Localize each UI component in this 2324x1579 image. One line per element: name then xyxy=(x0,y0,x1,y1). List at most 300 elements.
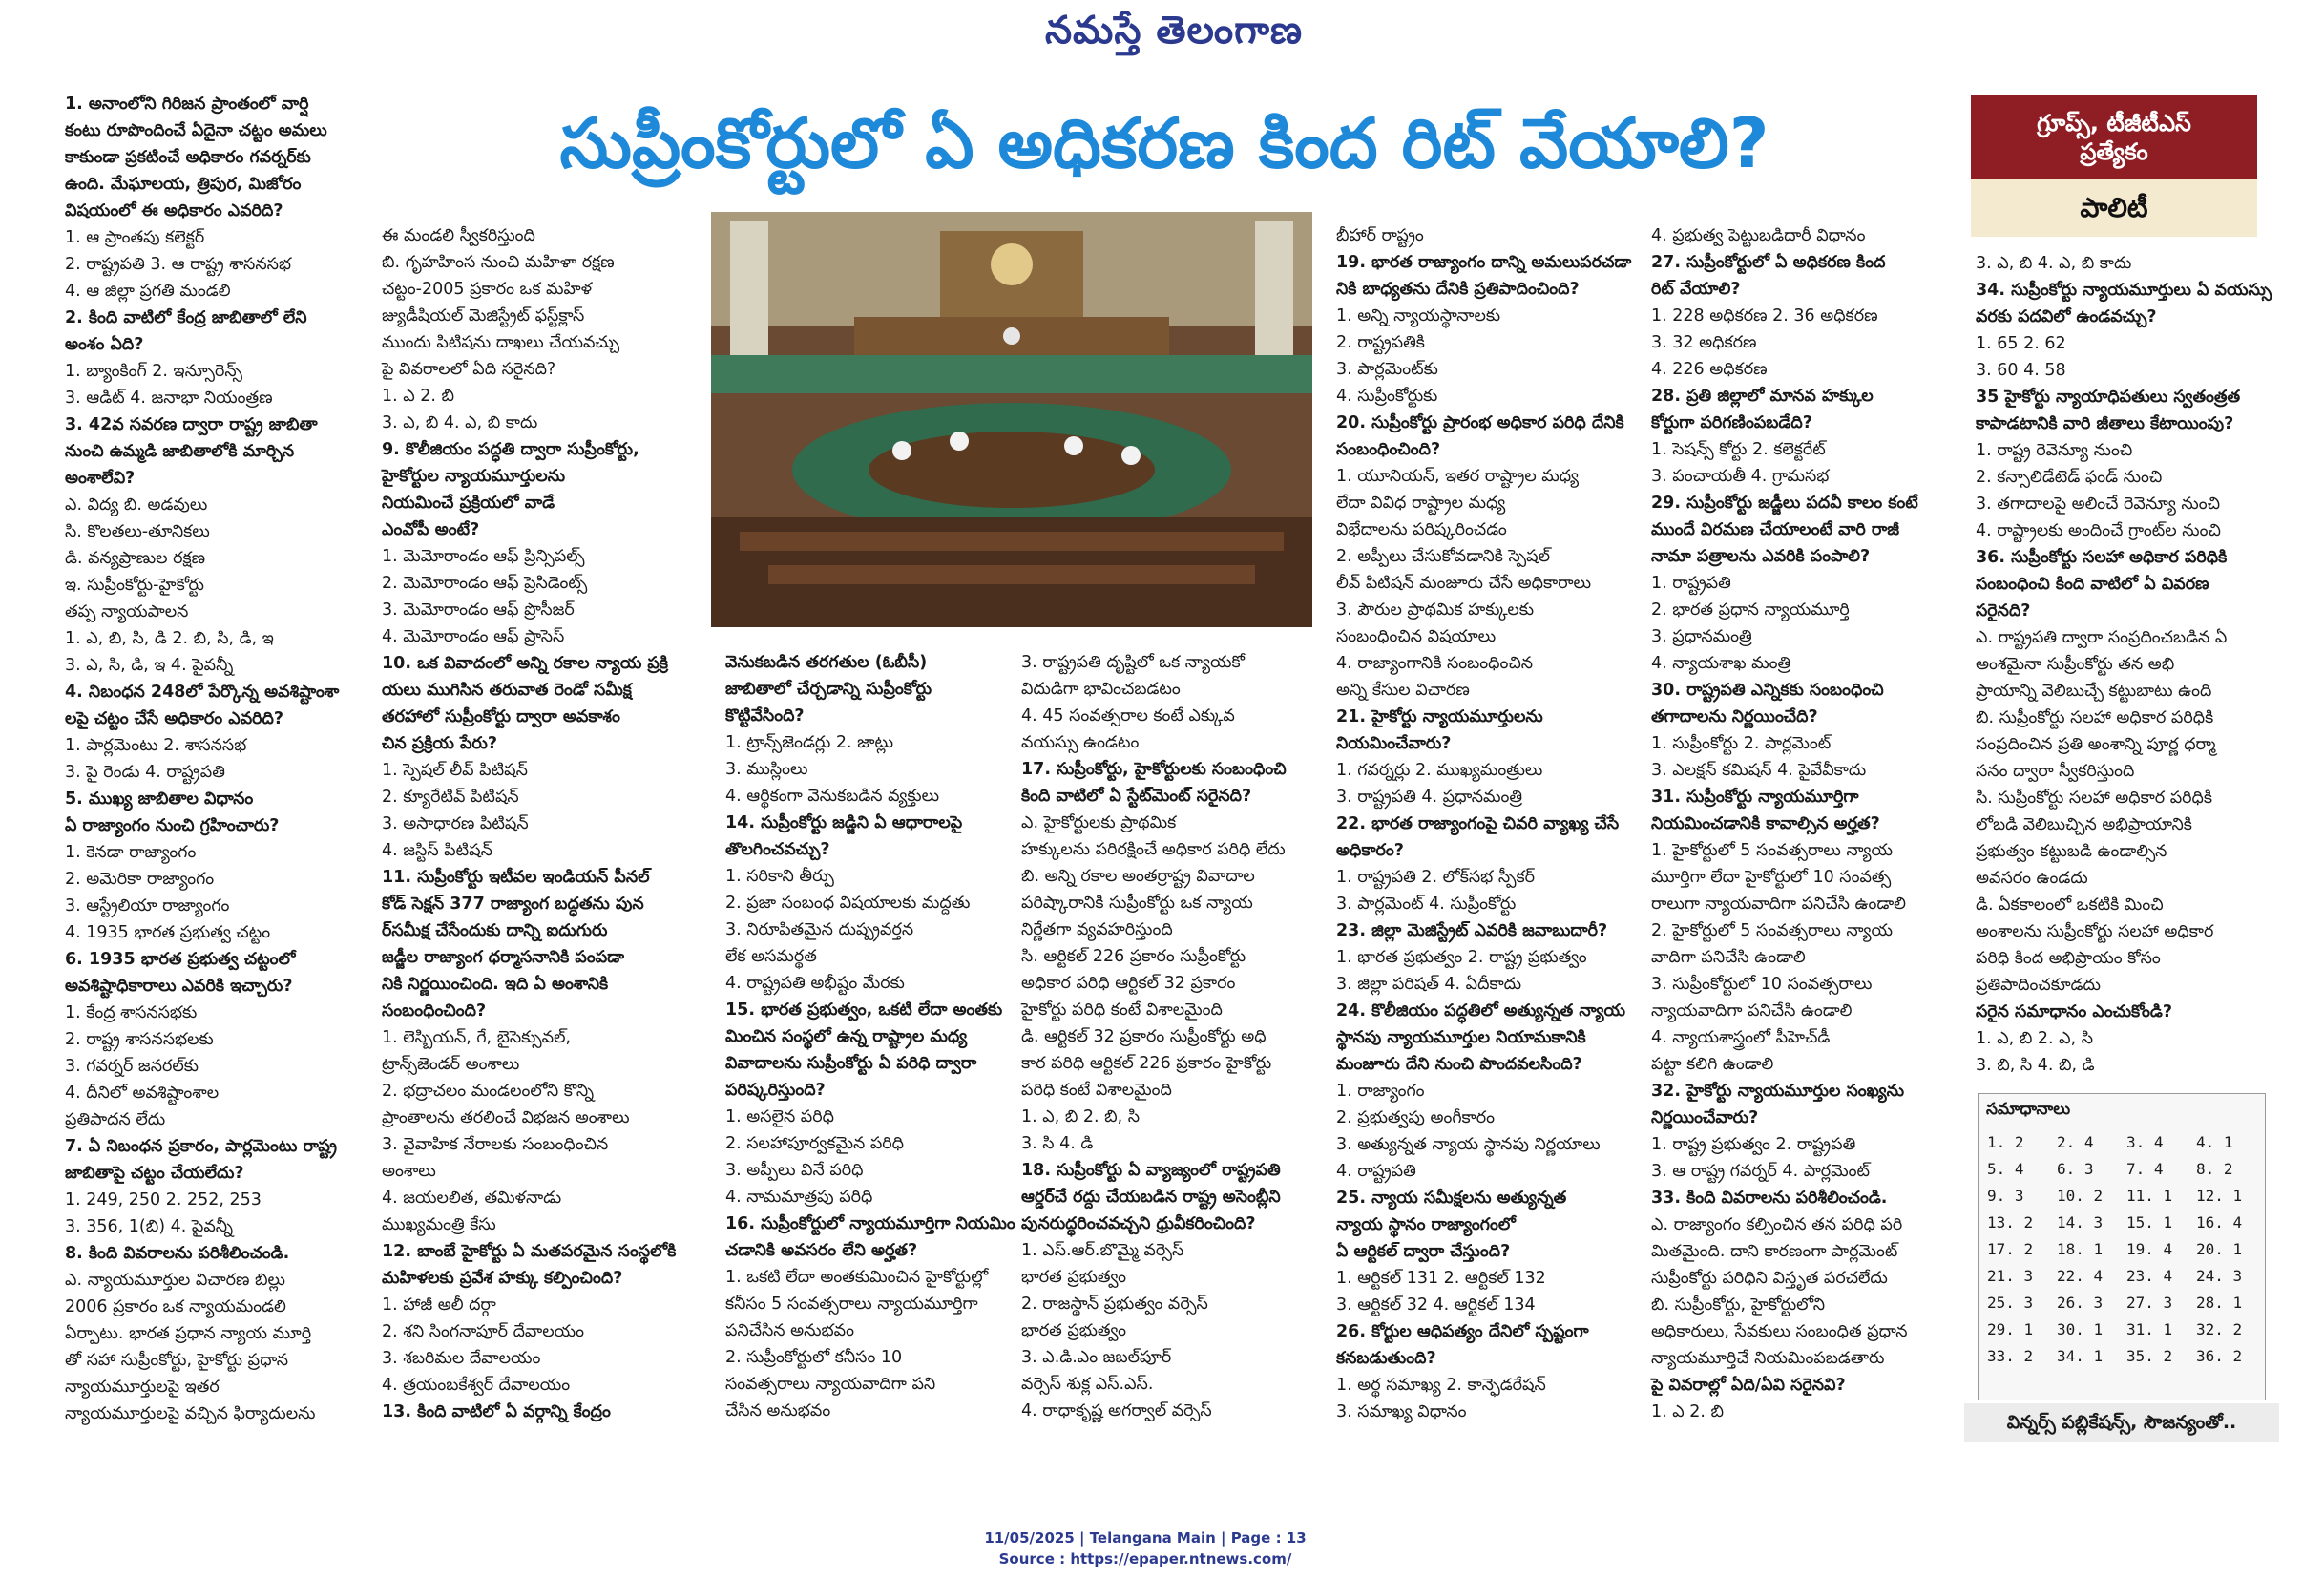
question-line: 24. కొలీజియం పద్ధతిలో అత్యున్నత న్యాయ xyxy=(1336,1001,1626,1021)
answer-row xyxy=(1986,1316,2265,1342)
option-line: పట్టా కలిగి ఉండాలి xyxy=(1651,1055,1774,1074)
option-line: ప్రతిపాదన లేదు xyxy=(65,1110,166,1129)
page-footer xyxy=(859,1527,1432,1569)
option-line: నిర్ణేతగా వ్యవహరిస్తుంది xyxy=(1021,920,1173,939)
question-line: కాపాడటానికి వారి జీతాలు కేటాయింపు? xyxy=(1976,414,2234,433)
question-line: 29. సుప్రీంకోర్టు జడ్జీలు పదవీ కాలం కంటే xyxy=(1651,494,1918,513)
option-line: 2. సుప్రీంకోర్టులో కనీసం 10 xyxy=(725,1348,903,1367)
option-line: 2. శని సింగనాపూర్ దేవాలయం xyxy=(382,1322,585,1341)
answer-cell: 36. 2 xyxy=(2196,1346,2243,1365)
question-line: ఆర్డర్‌చే రద్దు చేయబడిన రాష్ట్ర అసెంబ్లీని xyxy=(1021,1188,1281,1207)
question-line: కనబడుతుంది? xyxy=(1336,1349,1436,1368)
option-line: సి. కొలతలు-తూనికలు xyxy=(65,522,210,541)
question-line: పునరుద్ధరించవచ్చని ధ్రువీకరించింది? xyxy=(1021,1214,1256,1233)
question-column-7 xyxy=(1976,250,2286,1079)
option-line: హైకోర్టు పరిధి కంటే విశాలమైంది xyxy=(1021,1000,1223,1020)
question-line: 31. సుప్రీంకోర్టు న్యాయమూర్తిగా xyxy=(1651,788,1859,807)
answer-cell: 14. 3 xyxy=(2057,1212,2104,1232)
option-line: భారత ప్రభుత్వం xyxy=(1021,1268,1126,1287)
option-line: 3. రాష్ట్రపతి 4. ప్రధానమంత్రి xyxy=(1336,788,1523,807)
option-line: 1. ఎ 2. బి xyxy=(382,387,455,406)
option-line: ఏర్పాటు. భారత ప్రధాన న్యాయ మూర్తి xyxy=(65,1324,312,1343)
option-line: చట్టం-2005 ప్రకారం ఒక మహిళ xyxy=(382,280,593,299)
option-line: 3. ముస్లింలు xyxy=(725,760,808,779)
option-line: ఈ మండలి స్వీకరిస్తుంది xyxy=(382,226,535,245)
option-line: 2. హైకోర్టులో 5 సంవత్సరాలు న్యాయ xyxy=(1651,921,1894,940)
option-line: 2. రాష్ట్ర శాసనసభలకు xyxy=(65,1030,214,1049)
option-line: 1. ఎ, బి 2. బి, సి xyxy=(1021,1107,1141,1126)
option-line: 4. దీనిలో అవశిష్టాంశాల xyxy=(65,1084,220,1103)
question-line: 13. కింది వాటిలో ఏ వర్గాన్ని కేంద్రం xyxy=(382,1402,611,1421)
option-line: 3. పౌరుల ప్రాథమిక హక్కులకు xyxy=(1336,600,1535,620)
option-line: 1. హైకోర్టులో 5 సంవత్సరాలు న్యాయ xyxy=(1651,841,1894,860)
option-line: 1. కేంద్ర శాసనసభకు xyxy=(65,1003,198,1022)
question-line: 9. కొలీజియం పద్ధతి ద్వారా సుప్రీంకోర్టు, xyxy=(382,440,639,459)
option-line: పై వివరాలలో ఏది సరైనది? xyxy=(382,360,556,379)
question-column-2 xyxy=(382,222,701,1425)
option-line: 2. రాజస్థాన్ ప్రభుత్వం వర్సెస్ xyxy=(1021,1295,1208,1314)
option-line: బి. సుప్రీంకోర్టు, హైకోర్టులోని xyxy=(1651,1295,1825,1315)
question-line: కాకుండా ప్రకటించే అధికారం గవర్నర్‌కు xyxy=(65,148,311,167)
question-line: 34. సుప్రీంకోర్టు న్యాయమూర్తులు ఏ వయస్సు xyxy=(1976,281,2272,300)
answer-row xyxy=(1986,1289,2265,1316)
question-line: సంబంధించింది? xyxy=(1336,440,1441,459)
answer-cell: 24. 3 xyxy=(2196,1266,2243,1285)
answer-cell: 17. 2 xyxy=(1987,1239,2034,1258)
option-line: 3. ఆర్టికల్ 32 4. ఆర్టికల్ 134 xyxy=(1336,1295,1536,1315)
question-line: 30. రాష్ట్రపతి ఎన్నికకు సంబంధించి xyxy=(1651,681,1884,700)
question-line: 18. సుప్రీంకోర్టు ఏ వ్యాజ్యంలో రాష్ట్రపతి xyxy=(1021,1161,1281,1180)
option-line: 3. ఆడిట్ 4. జనాభా నియంత్రణ xyxy=(65,389,273,408)
question-line: రిట్ వేయాలి? xyxy=(1651,280,1741,299)
option-line: సంవత్సరాలు న్యాయవాదిగా పని xyxy=(725,1375,936,1394)
question-line: నుంచి ఉమ్మడి జాబితాలోకి మార్చిన xyxy=(65,442,295,461)
answer-cell: 27. 3 xyxy=(2126,1293,2173,1312)
option-line: అంశమైనా సుప్రీంకోర్టు తన అభి xyxy=(1976,655,2175,674)
answer-cell: 12. 1 xyxy=(2196,1186,2243,1205)
answer-cell: 31. 1 xyxy=(2126,1319,2173,1338)
parliament-chamber-photo xyxy=(711,212,1312,627)
option-line: సి. ఆర్టికల్ 226 ప్రకారం సుప్రీంకోర్టు xyxy=(1021,947,1246,966)
question-line: చిన ప్రక్రియ పేరు? xyxy=(382,734,497,753)
option-line: డి. ఆర్టికల్ 32 ప్రకారం సుప్రీంకోర్టు అధి xyxy=(1021,1027,1267,1046)
option-line: విదుడిగా భావించబడటం xyxy=(1021,680,1181,699)
option-line: పరిధి కంటే విశాలమైంది xyxy=(1021,1081,1172,1100)
option-line: 1. పార్లమెంటు 2. శాసనసభ xyxy=(65,736,247,755)
question-column-6 xyxy=(1651,222,1966,1425)
answer-cell: 6. 3 xyxy=(2057,1159,2094,1178)
question-line: స్థానపు న్యాయమూర్తుల నియామకానికి xyxy=(1336,1028,1586,1047)
question-column-1 xyxy=(65,91,370,1427)
answer-cell: 33. 2 xyxy=(1987,1346,2034,1365)
answer-cell: 21. 3 xyxy=(1987,1266,2034,1285)
option-line: 1. 228 అధికరణ 2. 36 అధికరణ xyxy=(1651,306,1878,326)
answer-row xyxy=(1986,1155,2265,1182)
answer-cell: 18. 1 xyxy=(2057,1239,2104,1258)
option-line: 2. మెమోరాండం ఆఫ్ ప్రెసిడెంట్స్ xyxy=(382,574,588,593)
question-line: 8. కింది వివరాలను పరిశీలించండి. xyxy=(65,1244,290,1263)
option-line: 3. వైవాహిక నేరాలకు సంబంధించిన xyxy=(382,1135,609,1154)
option-line: 4. న్యాయశాఖ మంత్రి xyxy=(1651,654,1791,673)
question-line: న్యాయ స్థానం రాజ్యాంగంలో xyxy=(1336,1215,1516,1234)
option-line: 4. న్యాయశాస్త్రంలో పీహెచ్‌డీ xyxy=(1651,1028,1831,1047)
answer-cell: 3. 4 xyxy=(2126,1132,2164,1151)
question-line: సంబంధించి కింది వాటిలో ఏ వివరణ xyxy=(1976,575,2209,594)
answer-key-table xyxy=(1986,1128,2265,1369)
footer-source-line: Source : https://epaper.ntnews.com/ xyxy=(998,1550,1292,1568)
answer-cell: 29. 1 xyxy=(1987,1319,2034,1338)
question-line: నికి బాధ్యతను దేనికి ప్రతిపాదించింది? xyxy=(1336,280,1580,299)
option-line: అధికారులు, సేవకులు సంబంధిత ప్రధాన xyxy=(1651,1322,1908,1341)
option-line: 3. పై రెండు 4. రాష్ట్రపతి xyxy=(65,763,225,782)
option-line: 1. ఆర్టికల్ 131 2. ఆర్టికల్ 132 xyxy=(1336,1269,1546,1288)
option-line: చేసిన అనుభవం xyxy=(725,1401,831,1421)
option-line: వర్సెస్ శుక్ల ఎస్.ఎస్. xyxy=(1021,1375,1154,1394)
question-line: అవశిష్టాధికారాలు ఎవరికి ఇచ్చారు? xyxy=(65,977,293,996)
subject-label: పాలిటీ xyxy=(1971,179,2257,237)
option-line: 1. ట్రాన్స్‌జెండర్లు 2. జాట్లు xyxy=(725,733,894,752)
question-line: వెనుకబడిన తరగతుల (ఓబీసీ) xyxy=(725,653,928,672)
question-line: తొలగించవచ్చు? xyxy=(725,840,830,859)
answer-cell: 16. 4 xyxy=(2196,1212,2243,1232)
option-line: 4. రాష్ట్రపతి అభీష్టం మేరకు xyxy=(725,974,905,993)
option-line: హక్కులను పరిరక్షించే అధికార పరిధి లేదు xyxy=(1021,840,1286,859)
question-line: మించిన సంస్థలో ఉన్న రాష్ట్రాల మధ్య xyxy=(725,1027,968,1046)
answer-row xyxy=(1986,1209,2265,1235)
option-line: ఎ. విద్య బి. అడవులు xyxy=(65,495,208,515)
option-line: 1. గవర్నర్లు 2. ముఖ్యమంత్రులు xyxy=(1336,761,1543,780)
question-line: 7. ఏ నిబంధన ప్రకారం, పార్లమెంటు రాష్ట్ర xyxy=(65,1137,337,1156)
question-line: ఎంవోపీ అంటే? xyxy=(382,520,480,539)
question-line: 25. న్యాయ సమీక్షలను అత్యున్నత xyxy=(1336,1189,1567,1208)
option-line: 3. ప్రధానమంత్రి xyxy=(1651,627,1752,646)
option-line: 2006 ప్రకారం ఒక న్యాయమండలి xyxy=(65,1297,286,1316)
option-line: 3. పంచాయతీ 4. గ్రామసభ xyxy=(1651,467,1830,486)
question-line: 11. సుప్రీంకోర్టు ఇటీవల ఇండియన్ పీనల్ xyxy=(382,868,650,887)
option-line: పరిధి కింద అభిప్రాయం కోసం xyxy=(1976,949,2161,968)
newspaper-masthead: నమస్తే తెలంగాణ xyxy=(1044,8,1304,53)
option-line: మితమైంది. దాని కారణంగా పార్లమెంట్ xyxy=(1651,1242,1898,1261)
option-line: 3. నిరూపితమైన దుష్ప్రవర్తన xyxy=(725,920,914,939)
option-line: 3. పార్లమెంట్ 4. సుప్రీంకోర్టు xyxy=(1336,895,1517,914)
option-line: 2. క్యూరేటివ్ పిటిషన్ xyxy=(382,788,519,807)
answer-cell: 8. 2 xyxy=(2196,1159,2233,1178)
option-line: బీహార్ రాష్ట్రం xyxy=(1336,226,1424,245)
option-line: 3. 60 4. 58 xyxy=(1976,361,2066,380)
option-line: 1. 65 2. 62 xyxy=(1976,334,2066,353)
special-line2: ప్రత్యేకం xyxy=(2080,138,2148,165)
question-line: సరైన సమాధానం ఎంచుకోండి? xyxy=(1976,1002,2173,1021)
option-line: 3. రాష్ట్రపతి దృష్టిలో ఒక న్యాయకో xyxy=(1021,653,1246,672)
option-line: 3. సి 4. డి xyxy=(1021,1134,1094,1153)
option-line: 4. త్రయంబకేశ్వర్ దేవాలయం xyxy=(382,1376,571,1395)
question-line: పై వివరాల్లో ఏది/ఏవి సరైనవి? xyxy=(1651,1376,1846,1395)
option-line: 1. ఎస్.ఆర్.బొమ్మై వర్సెస్ xyxy=(1021,1241,1184,1260)
option-line: 1. రాజ్యాంగం xyxy=(1336,1082,1425,1101)
option-line: 1. స్పెషల్ లీవ్ పిటిషన్ xyxy=(382,761,528,780)
option-line: బి. గృహహింస నుంచి మహిళా రక్షణ xyxy=(382,253,615,272)
option-line: 3. ఎ.డి.ఎం జబల్‌పూర్ xyxy=(1021,1348,1172,1367)
question-column-3 xyxy=(725,649,1031,1424)
option-line: 2. ప్రజా సంబంధ విషయాలకు మద్దతు xyxy=(725,894,971,913)
question-line: యలు ముగిసిన తరువాత రెండో సమీక్ష xyxy=(382,681,632,700)
option-line: 3. అత్యున్నత న్యాయ స్థానపు నిర్ణయాలు xyxy=(1336,1135,1601,1154)
option-line: తప్ప న్యాయపాలన xyxy=(65,602,189,621)
option-line: 4. రాజ్యాంగానికి సంబంధించిన xyxy=(1336,654,1534,673)
option-line: 4. నామమాత్రపు పరిధి xyxy=(725,1188,873,1207)
question-line: అధికారం? xyxy=(1336,841,1404,860)
option-line: వాదిగా పనిచేసి ఉండాలి xyxy=(1651,948,1806,967)
option-line: ట్రాన్స్‌జెండర్ అంశాలు xyxy=(382,1055,520,1074)
answer-cell: 32. 2 xyxy=(2196,1319,2243,1338)
option-line: 1. రాష్ట్ర ప్రభుత్వం 2. రాష్ట్రపతి xyxy=(1651,1135,1856,1154)
option-line: ప్రతిపాదించకూడదు xyxy=(1976,976,2101,995)
option-line: 2. కన్సాలిడేటెడ్ ఫండ్ నుంచి xyxy=(1976,468,2163,487)
question-line: ర్‌సమీక్ష చేసేందుకు దాన్ని ఐదుగురు xyxy=(382,921,608,940)
option-line: 4. రాష్ట్రపతి xyxy=(1336,1162,1416,1181)
option-line: 3. అప్పీలు వినే పరిధి xyxy=(725,1161,864,1180)
question-line: 32. హైకోర్టు న్యాయమూర్తుల సంఖ్యను xyxy=(1651,1082,1905,1101)
option-line: 2. ప్రభుత్వపు అంగీకారం xyxy=(1336,1108,1495,1127)
option-line: 4. జయలలిత, తమిళనాడు xyxy=(382,1189,562,1208)
option-line: 1. మెమోరాండం ఆఫ్ ప్రిన్సిపల్స్ xyxy=(382,547,585,566)
option-line: ప్రాంతాలను తరలించే విభజన అంశాలు xyxy=(382,1108,630,1127)
question-line: కింది వాటిలో ఏ స్టేట్‌మెంట్ సరైనది? xyxy=(1021,787,1252,806)
answer-cell: 11. 1 xyxy=(2126,1186,2173,1205)
option-line: కనీసం 5 సంవత్సరాలు న్యాయమూర్తిగా xyxy=(725,1295,978,1314)
option-line: 1. ఒకటి లేదా అంతకుమించిన హైకోర్టుల్లో xyxy=(725,1268,989,1287)
option-line: 1. అసలైన పరిధి xyxy=(725,1107,834,1126)
question-line: నియమించే ప్రక్రియలో వాడే xyxy=(382,494,555,513)
option-line: సంప్రదించిన ప్రతి అంశాన్ని పూర్ణ ధర్మా xyxy=(1976,735,2216,754)
question-line: 3. 42వ సవరణ ద్వారా రాష్ట్ర జాబితా xyxy=(65,415,318,434)
question-line: నిర్ణయించేవారు? xyxy=(1651,1108,1759,1127)
option-line: 4. 45 సంవత్సరాల కంటే ఎక్కువ xyxy=(1021,706,1235,726)
question-line: కోడ్ సెక్షన్ 377 రాజ్యాంగ బద్ధతను పున xyxy=(382,895,644,914)
question-line: 33. కింది వివరాలను పరిశీలించండి. xyxy=(1651,1189,1888,1208)
option-line: లేక అసమర్థత xyxy=(725,947,817,966)
question-line: పరిష్కరిస్తుంది? xyxy=(725,1081,826,1100)
option-line: పరిష్కారానికి సుప్రీంకోర్టు ఒక న్యాయ xyxy=(1021,894,1253,913)
option-line: 1. ఎ 2. బి xyxy=(1651,1402,1725,1421)
option-line: 4. జస్టిస్ పిటిషన్ xyxy=(382,841,492,860)
question-line: ఏ రాజ్యాంగం నుంచి గ్రహించారు? xyxy=(65,816,280,835)
answer-cell: 26. 3 xyxy=(2057,1293,2104,1312)
option-line: ఎ. రాజ్యాంగం కల్పించిన తన పరిధి పరి xyxy=(1651,1215,1903,1234)
answer-cell: 34. 1 xyxy=(2057,1346,2104,1365)
option-line: 1. కెనడా రాజ్యాంగం xyxy=(65,843,197,862)
option-line: అధికార పరిధి ఆర్టికల్ 32 ప్రకారం xyxy=(1021,974,1236,993)
question-line: 1. అనాంలోని గిరిజన ప్రాంతంలో వార్షి xyxy=(65,95,309,114)
option-line: 2. అమెరికా రాజ్యాంగం xyxy=(65,870,215,889)
option-line: 3. పార్లమెంట్‌కు xyxy=(1336,360,1438,379)
option-line: 4. 1935 భారత ప్రభుత్వ చట్టం xyxy=(65,923,271,942)
option-line: సంబంధించిన విషయాలు xyxy=(1336,627,1497,646)
question-line: చడానికి అవసరం లేని అర్హత? xyxy=(725,1241,918,1260)
option-line: న్యాయమూర్తిచే నియమింపబడతారు xyxy=(1651,1349,1885,1368)
question-line: 22. భారత రాజ్యాంగంపై చివరి వ్యాఖ్య చేసే xyxy=(1336,814,1620,833)
option-line: బి. అన్ని రకాల అంతర్రాష్ట్ర వివాదాల xyxy=(1021,867,1255,886)
option-line: 4. రాధాకృష్ణ అగర్వాల్ వర్సెస్ xyxy=(1021,1401,1212,1421)
option-line: సనం ద్వారా స్వీకరిస్తుంది xyxy=(1976,762,2135,781)
option-line: 3. ఎలక్షన్ కమిషన్ 4. పైవేవీకాదు xyxy=(1651,761,1867,780)
answer-cell: 9. 3 xyxy=(1987,1186,2024,1205)
question-line: విషయంలో ఈ అధికారం ఎవరిది? xyxy=(65,201,283,221)
option-line: 3. ఎ, బి 4. ఎ, బి కాదు xyxy=(1976,254,2132,273)
option-line: 3. బి, సి 4. బి, డి xyxy=(1976,1056,2095,1075)
option-line: 1. ఎ, బి, సి, డి 2. బి, సి, డి, ఇ xyxy=(65,629,274,648)
option-line: 2. రాష్ట్రపతి 3. ఆ రాష్ట్ర శాసనసభ xyxy=(65,255,292,274)
question-line: 21. హైకోర్టు న్యాయమూర్తులను xyxy=(1336,707,1543,726)
question-line: 28. ప్రతి జిల్లాలో మానవ హక్కుల xyxy=(1651,387,1874,406)
question-line: నామా పత్రాలను ఎవరికి పంపాలి? xyxy=(1651,547,1871,566)
question-line: 15. భారత ప్రభుత్వం, ఒకటి లేదా అంతకు xyxy=(725,1000,1003,1020)
answer-cell: 1. 2 xyxy=(1987,1132,2024,1151)
option-line: బి. సుప్రీంకోర్టు సలహా అధికార పరిధికి xyxy=(1976,708,2214,727)
option-line: 3. శబరిమల దేవాలయం xyxy=(382,1349,541,1368)
question-line: కోర్టుగా పరిగణింపబడేది? xyxy=(1651,413,1812,432)
option-line: 3. జిల్లా పరిషత్ 4. ఏదీకాదు xyxy=(1336,975,1522,994)
option-line: 1. సెషన్స్ కోర్టు 2. కలెక్టరేట్ xyxy=(1651,440,1826,459)
answer-cell: 2. 4 xyxy=(2057,1132,2094,1151)
question-line: వరకు పదవిలో ఉండవచ్చు? xyxy=(1976,307,2157,326)
special-section-box xyxy=(1971,95,2257,239)
option-line: సి. సుప్రీంకోర్టు సలహా అధికార పరిధికి xyxy=(1976,789,2212,808)
answer-row xyxy=(1986,1262,2265,1289)
option-line: 3. తగాదాలపై అలించే రెవెన్యూ నుంచి xyxy=(1976,495,2221,514)
question-line: 10. ఒక వివాదంలో అన్ని రకాల న్యాయ ప్రక్రి xyxy=(382,654,668,673)
option-line: 4. 226 అధికరణ xyxy=(1651,360,1768,379)
question-line: 20. సుప్రీంకోర్టు ప్రారంభ అధికార పరిధి దేనికి xyxy=(1336,413,1624,432)
option-line: 3. గవర్నర్ జనరల్‌కు xyxy=(65,1057,199,1076)
option-line: భారత ప్రభుత్వం xyxy=(1021,1321,1126,1340)
question-line: మంజూరు దేని నుంచి పొందవలసింది? xyxy=(1336,1055,1582,1074)
option-line: ముఖ్యమంత్రి కేసు xyxy=(382,1215,496,1234)
option-line: 1. ఆ ప్రాంతపు కలెక్టర్ xyxy=(65,228,205,247)
answer-cell: 7. 4 xyxy=(2126,1159,2164,1178)
option-line: 2. భద్రాచలం మండలంలోని కొన్ని xyxy=(382,1082,595,1101)
option-line: 4. ఆర్థికంగా వెనుకబడిన వ్యక్తులు xyxy=(725,787,940,806)
answer-row xyxy=(1986,1235,2265,1262)
chamber-illustration xyxy=(711,212,1312,627)
article-headline: సుప్రీంకోర్టులో ఏ అధికరణ కింద రిట్ వేయాలి? xyxy=(559,103,1769,183)
question-line: 26. కోర్టుల ఆధిపత్యం దేనిలో స్పష్టంగా xyxy=(1336,1322,1589,1341)
option-line: న్యాయమూర్తులపై వచ్చిన ఫిర్యాదులను xyxy=(65,1404,316,1423)
question-line: తగాదాలను నిర్ణయించేది? xyxy=(1651,707,1818,726)
publisher-credit: విన్నర్స్ పబ్లికేషన్స్, సౌజన్యంతో.. xyxy=(1964,1403,2279,1442)
question-line: అంశాలేవి? xyxy=(65,469,136,488)
option-line: పనిచేసిన అనుభవం xyxy=(725,1321,854,1340)
option-line: 1. యూనియన్, ఇతర రాష్ట్రాల మధ్య xyxy=(1336,467,1580,486)
option-line: 3. ఆ రాష్ట్ర గవర్నర్ 4. పార్లమెంట్ xyxy=(1651,1162,1871,1181)
option-line: ప్రభుత్వం కట్టుబడి ఉండాల్సిన xyxy=(1976,842,2167,861)
option-line: ప్రాయాన్ని వెలిబుచ్చే కట్టుబాటు ఉంది xyxy=(1976,682,2212,701)
question-line: 19. భారత రాజ్యాంగం దాన్ని అమలుపరచడా xyxy=(1336,253,1632,272)
question-line: 16. సుప్రీంకోర్టులో న్యాయమూర్తిగా నియమిం xyxy=(725,1214,1015,1233)
question-line: నికి నిర్ణయించింది. ఇది ఏ అంశానికి xyxy=(382,975,609,994)
answer-key-box xyxy=(1978,1093,2266,1400)
question-line: జాబితాలో చేర్చడాన్ని సుప్రీంకోర్టు xyxy=(725,680,932,699)
option-line: 1. అర్థ సమాఖ్య 2. కాన్ఫెడరేషన్ xyxy=(1336,1376,1546,1395)
answer-cell: 4. 1 xyxy=(2196,1132,2233,1151)
option-line: 3. ఆస్ట్రేలియా రాజ్యాంగం xyxy=(65,896,230,916)
question-line: ఏ ఆర్టికల్ ద్వారా చేస్తుంది? xyxy=(1336,1242,1511,1261)
question-line: అంశం ఏది? xyxy=(65,335,144,354)
option-line: వయస్సు ఉండటం xyxy=(1021,733,1140,752)
question-line: సరైనది? xyxy=(1976,601,2031,621)
option-line: జ్యుడీషియల్ మెజిస్ట్రేట్ ఫస్ట్‌క్లాస్ xyxy=(382,306,585,326)
question-line: తరహాలో సుప్రీంకోర్టు ద్వారా అవకాశం xyxy=(382,707,620,726)
option-line: విభేదాలను పరిష్కరించడం xyxy=(1336,520,1507,539)
option-line: డి. ఏకకాలంలో ఒకటికి మించి xyxy=(1976,895,2164,915)
question-line: 6. 1935 భారత ప్రభుత్వ చట్టంలో xyxy=(65,950,296,969)
question-line: 2. కింది వాటిలో కేంద్ర జాబితాలో లేని xyxy=(65,308,307,327)
question-line: 27. సుప్రీంకోర్టులో ఏ అధికరణ కింద xyxy=(1651,253,1886,272)
option-line: 3. 32 అధికరణ xyxy=(1651,333,1757,352)
answer-cell: 25. 3 xyxy=(1987,1293,2034,1312)
option-line: 3. సుప్రీంకోర్టులో 10 సంవత్సరాలు xyxy=(1651,975,1873,994)
answer-cell: 23. 4 xyxy=(2126,1266,2173,1285)
option-line: 3. అసాధారణ పిటిషన్ xyxy=(382,814,529,833)
question-line: 17. సుప్రీంకోర్టు, హైకోర్టులకు సంబంధించి xyxy=(1021,760,1287,779)
answer-row xyxy=(1986,1128,2265,1155)
question-line: వివాదాలను సుప్రీంకోర్టు ఏ పరిధి ద్వారా xyxy=(725,1054,977,1073)
option-line: 1. హాజీ అలీ దర్గా xyxy=(382,1295,496,1315)
answer-cell: 22. 4 xyxy=(2057,1266,2104,1285)
answer-row xyxy=(1986,1182,2265,1209)
option-line: డి. వన్యప్రాణుల రక్షణ xyxy=(65,549,206,568)
option-line: 4. మెమోరాండం ఆఫ్ ప్రాసెస్ xyxy=(382,627,565,646)
question-line: 12. బాంబే హైకోర్టు ఏ మతపరమైన సంస్థలోకి xyxy=(382,1242,677,1261)
option-line: 1. భారత ప్రభుత్వం 2. రాష్ట్ర ప్రభుత్వం xyxy=(1336,948,1587,967)
question-line: నియమించడానికి కావాల్సిన అర్హత? xyxy=(1651,814,1880,833)
answer-cell: 30. 1 xyxy=(2057,1319,2104,1338)
question-line: కంటు రూపొందించే ఏదైనా చట్టం అమలు xyxy=(65,121,327,140)
answer-row xyxy=(1986,1342,2265,1369)
option-line: 1. ఎ, బి 2. ఎ, సి xyxy=(1976,1029,2093,1048)
question-line: 14. సుప్రీంకోర్టు జడ్జిని ఏ ఆధారాలపై xyxy=(725,813,963,832)
option-line: లీవ్ పిటిషన్ మంజూరు చేసే అధికారాలు xyxy=(1336,574,1592,593)
option-line: 1. 249, 250 2. 252, 253 xyxy=(65,1190,262,1210)
option-line: రాలుగా న్యాయవాదిగా పనిచేసి ఉండాలి xyxy=(1651,895,1907,914)
option-line: సుప్రీంకోర్టు పరిధిని విస్తృత పరచలేదు xyxy=(1651,1269,1888,1288)
option-line: 1. అన్ని న్యాయస్థానాలకు xyxy=(1336,306,1501,326)
option-line: ఎ. రాష్ట్రపతి ద్వారా సంప్రదించబడిన ఏ xyxy=(1976,628,2228,647)
answer-cell: 28. 1 xyxy=(2196,1293,2243,1312)
option-line: 4. ఆ జిల్లా ప్రగతి మండలి xyxy=(65,282,231,301)
option-line: 1. లెస్బియన్, గే, బైసెక్సువల్, xyxy=(382,1028,572,1047)
option-line: లోబడి వెలిబుచ్చిన అభిప్రాయానికి xyxy=(1976,815,2192,834)
question-line: ముందే విరమణ చేయాలంటే వారి రాజీ xyxy=(1651,520,1900,539)
answer-cell: 35. 2 xyxy=(2126,1346,2173,1365)
question-line: నియమించేవారు? xyxy=(1336,734,1452,753)
special-label xyxy=(1971,95,2257,179)
question-line: హైకోర్టుల న్యాయమూర్తులను xyxy=(382,467,566,486)
option-line: ఎ. హైకోర్టులకు ప్రాథమిక xyxy=(1021,813,1177,832)
option-line: ఎ. న్యాయమూర్తుల విచారణ బిల్లు xyxy=(65,1271,285,1290)
question-line: జడ్జీల రాజ్యాంగ ధర్మాసనానికి పంపడా xyxy=(382,948,624,967)
option-line: 4. సుప్రీంకోర్టుకు xyxy=(1336,387,1438,406)
option-line: మూర్తిగా లేదా హైకోర్టులో 10 సంవత్స xyxy=(1651,868,1892,887)
answer-key-title: సమాధానాలు xyxy=(1986,1100,2071,1119)
question-line: కొట్టివేసింది? xyxy=(725,706,805,726)
option-line: 1. రాష్ట్రపతి xyxy=(1651,574,1731,593)
answer-cell: 5. 4 xyxy=(1987,1159,2024,1178)
option-line: 2. భారత ప్రధాన న్యాయమూర్తి xyxy=(1651,600,1850,620)
answer-cell: 15. 1 xyxy=(2126,1212,2173,1232)
option-line: అంశాలను సుప్రీంకోర్టు సలహా అధికార xyxy=(1976,922,2214,941)
option-line: అంశాలు xyxy=(382,1162,436,1181)
